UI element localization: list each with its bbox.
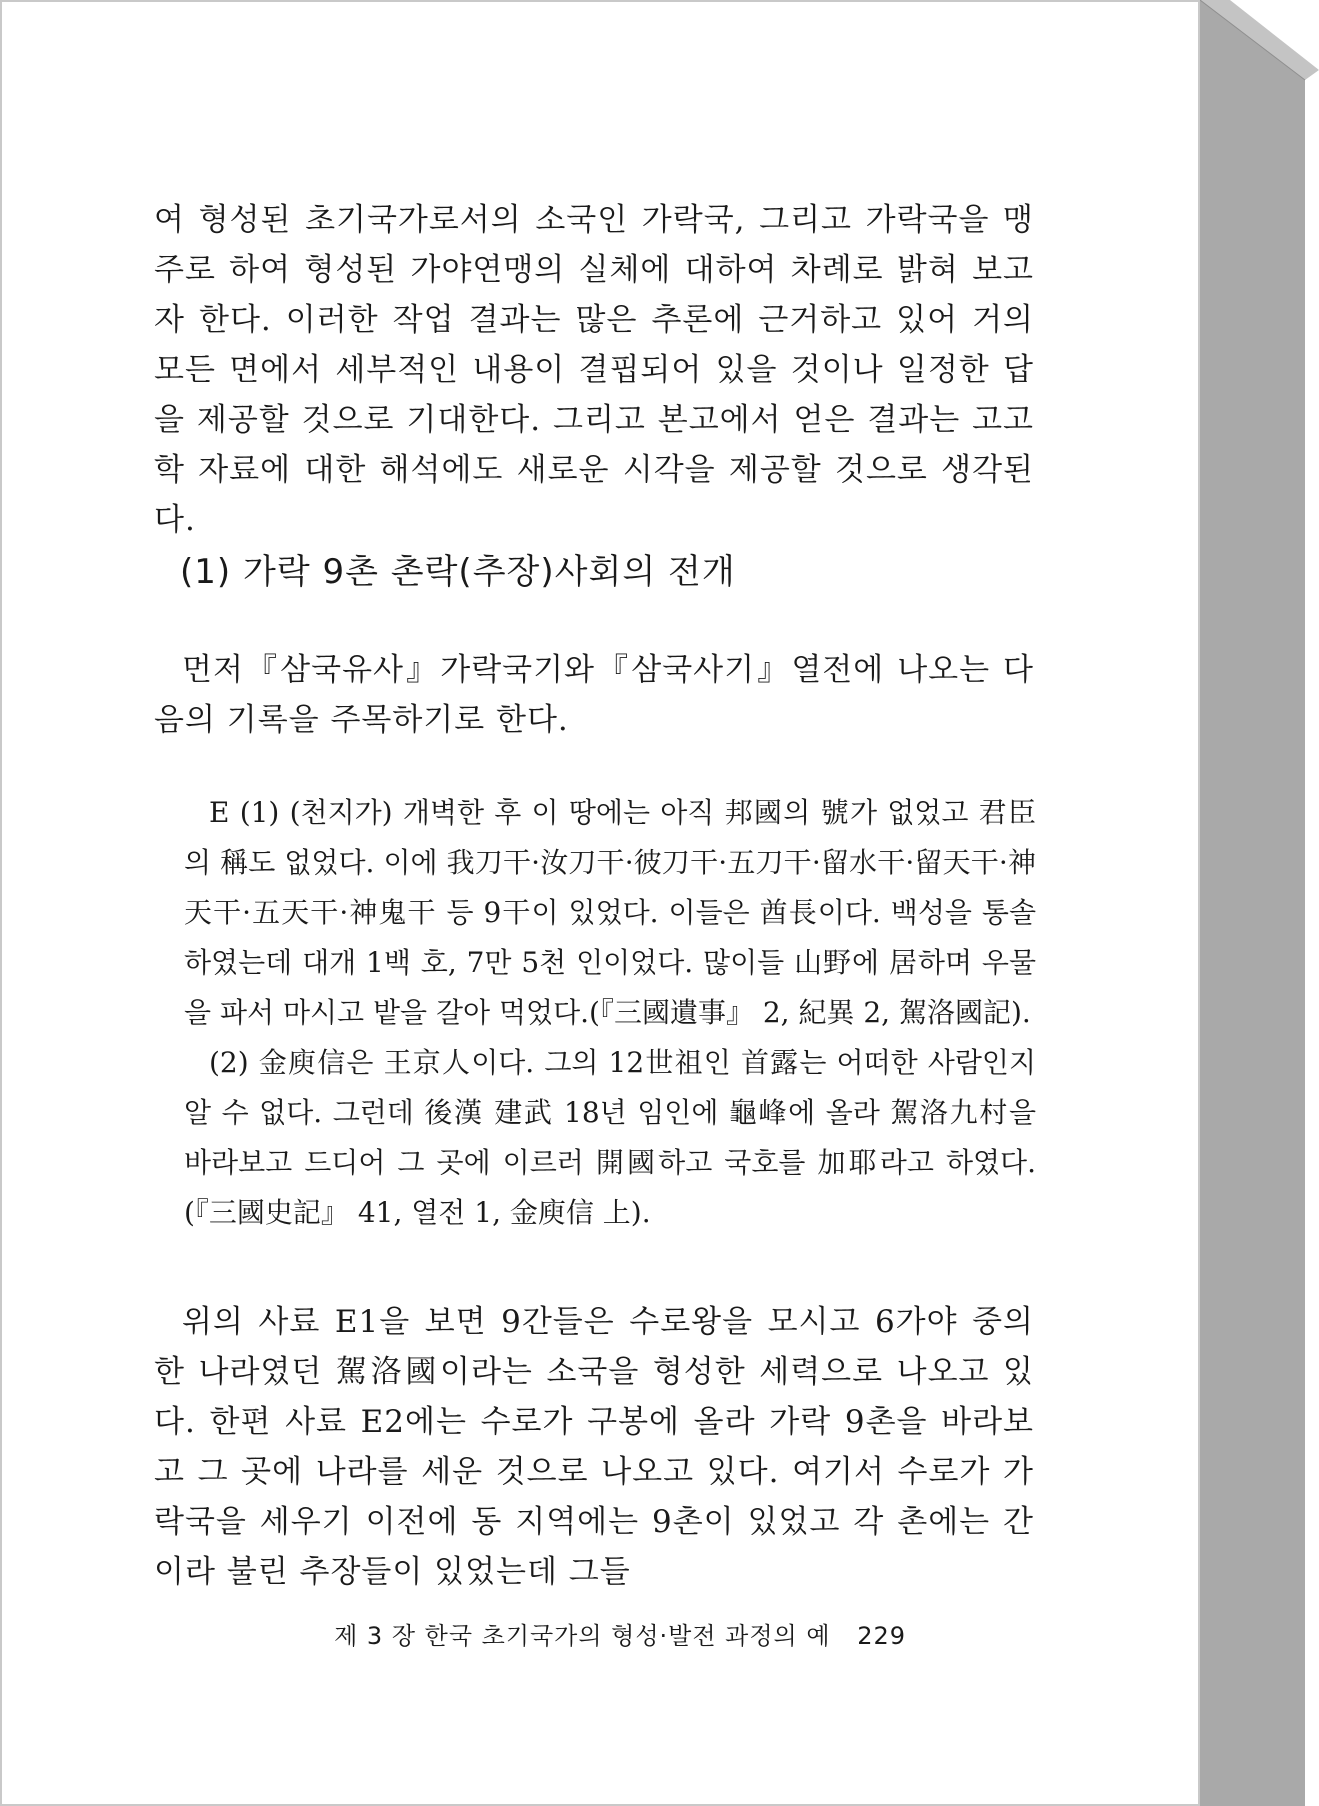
- quotation-block: [184, 788, 1036, 1238]
- chapter-title: 제 3 장 한국 초기국가의 형성·발전 과정의 예: [334, 1622, 831, 1650]
- section-heading: (1) 가락 9촌 촌락(추장)사회의 전개: [180, 552, 736, 592]
- quote-e2: (2) 金庾信은 王京人이다. 그의 12世祖인 首露는 어떠한 사람인지 알 수 없다. 그런데 後漢 建武 18년 임인에 龜峰에 올라 駕洛九村을 바라보고 드디어 그 곳에 이르러 開國하고 국호를 加耶라고 하였다.(『三國史記』 41, 열전 1, 金庾信 上).: [184, 1046, 1036, 1229]
- opening-paragraph-text: 여 형성된 초기국가로서의 소국인 가락국, 그리고 가락국을 맹주로 하여 형성된 가야연맹의 실체에 대하여 차례로 밝혀 보고자 한다. 이러한 작업 결과는 많은 추론에 근거하고 있어 거의 모든 면에서 세부적인 내용이 결핍되어 있을 것이나 일정한 답을 제공할 것으로 기대한다. 그리고 본고에서 얻은 결과는 고고학 자료에 대한 해석에도 새로운 시각을 제공할 것으로 생각된다.: [154, 202, 1034, 538]
- opening-paragraph: [154, 195, 1034, 545]
- intro-paragraph-text: 먼저『삼국유사』가락국기와『삼국사기』열전에 나오는 다음의 기록을 주목하기로 한다.: [154, 652, 1034, 738]
- intro-paragraph: [154, 645, 1034, 745]
- book-spine-edge: [1200, 0, 1319, 1806]
- quote-e1: E (1) (천지가) 개벽한 후 이 땅에는 아직 邦國의 號가 없었고 君臣의 稱도 없었다. 이에 我刀干·汝刀干·彼刀干·五刀干·留水干·留天干·神天干·五天干·神鬼干 등 9干이 있었다. 이들은 酋長이다. 백성을 통솔하였는데 대개 1백 호, 7만 5천 인이었다. 많이들 山野에 居하며 우물을 파서 마시고 밭을 갈아 먹었다.(『三國遺事』 2, 紀異 2, 駕洛國記).: [184, 796, 1036, 1029]
- page-footer: [334, 1616, 906, 1651]
- page-number: 229: [857, 1622, 906, 1650]
- closing-paragraph-text: 위의 사료 E1을 보면 9간들은 수로왕을 모시고 6가야 중의 한 나라였던 駕洛國이라는 소국을 형성한 세력으로 나오고 있다. 한편 사료 E2에는 수로가 구봉에 올라 가락 9촌을 바라보고 그 곳에 나라를 세운 것으로 나오고 있다. 여기서 수로가 가락국을 세우기 이전에 동 지역에는 9촌이 있었고 각 촌에는 간이라 불린 추장들이 있었는데 그들: [154, 1304, 1034, 1590]
- closing-paragraph: [154, 1297, 1034, 1597]
